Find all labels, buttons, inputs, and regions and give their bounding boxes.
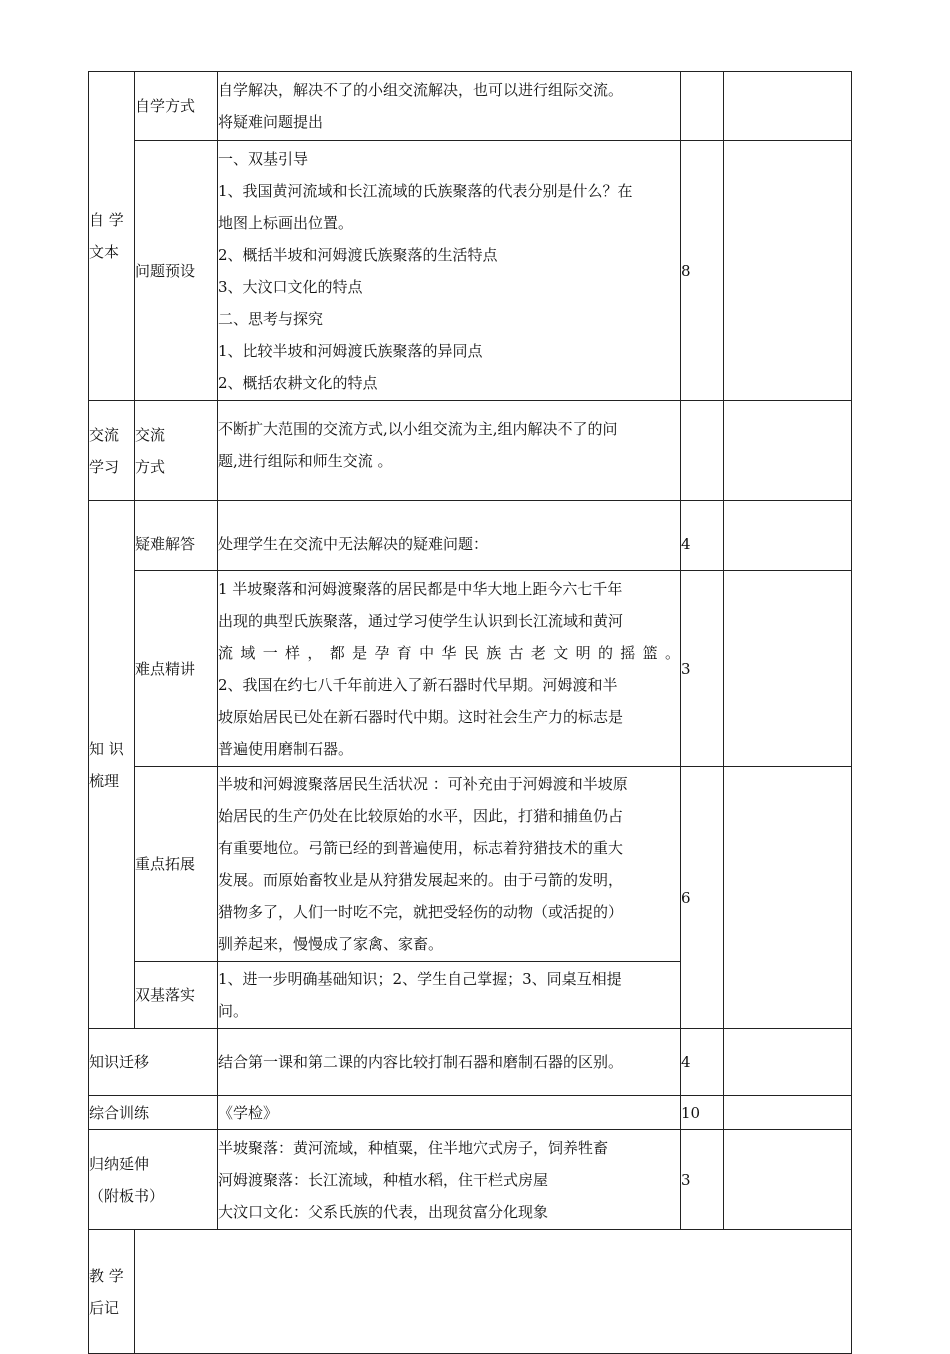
content-line: 半坡和河姆渡聚落居民生活状况 ：可补充由于河姆渡和半坡原 (218, 775, 628, 793)
section-label-line2: 学习 (89, 457, 120, 476)
section-label-line2: （附板书） (89, 1186, 165, 1205)
content-line: 1、比较半坡和河姆渡氏族聚落的异同点 (218, 341, 483, 360)
section-label-line1: 知 识 (89, 739, 124, 758)
content-line: 题,进行组际和师生交流 。 (218, 452, 393, 470)
note-cell (724, 72, 852, 141)
time-cell: 10 (681, 1096, 724, 1130)
time-cell: 6 (681, 767, 724, 1029)
row-exchange-study (89, 401, 852, 501)
note-cell (724, 767, 852, 1029)
section-knowledge (89, 501, 135, 1029)
section-comprehensive-training: 综合训练 (89, 1096, 218, 1130)
content-line: 发展。而原始畜牧业是从狩猎发展起来的。由于弓箭的发明， (218, 871, 624, 889)
section-label-line2: 文本 (89, 243, 120, 261)
postscript-content (135, 1230, 852, 1354)
section-self-study-text (89, 72, 135, 401)
content-cell (218, 141, 681, 401)
content-line: 普遍使用磨制石器。 (218, 739, 354, 758)
content-line: 猎物多了，人们一时吃不完，就把受轻伤的动物（或活捉的） (218, 903, 624, 921)
content-line: 半坡聚落：黄河流域，种植粟，住半地穴式房子，饲养牲畜 (218, 1138, 609, 1157)
row-key-extension (89, 767, 852, 962)
content-line: 1、进一步明确基础知识；2、学生自己掌握；3、同桌互相提 (218, 970, 622, 988)
content-line: 处理学生在交流中无法解决的疑难问题： (218, 535, 489, 553)
time-cell (681, 401, 724, 501)
content-cell: 结合第一课和第二课的内容比较打制石器和磨制石器的区别。 (218, 1029, 681, 1096)
content-line: 流域一样，都是孕育中华民族古老文明的摇篮。 (218, 643, 680, 662)
time-cell: 8 (681, 141, 724, 401)
section-label-line1: 归纳延伸 (89, 1154, 150, 1173)
note-cell (724, 1029, 852, 1096)
content-line: 将疑难问题提出 (218, 113, 324, 131)
content-cell (218, 72, 681, 141)
content-line: 出现的典型氏族聚落，通过学习使学生认识到长江流域和黄河 (218, 611, 624, 630)
row-self-study-method (89, 72, 852, 141)
content-cell: 《学检》 (218, 1096, 681, 1130)
sub-label: 自学方式 (135, 72, 218, 141)
time-cell: 3 (681, 1130, 724, 1230)
lesson-plan-table (88, 71, 852, 1354)
note-cell (724, 501, 852, 571)
content-line: 驯养起来，慢慢成了家禽、家畜。 (218, 935, 444, 953)
content-line: 不断扩大范围的交流方式,以小组交流为主,组内解决不了的问 (218, 420, 618, 438)
content-line: 二、思考与探究 (218, 309, 324, 328)
content-line: 大汶口文化：父系氏族的代表，出现贫富分化现象 (218, 1202, 549, 1221)
row-difficulty-answer (89, 501, 852, 571)
content-line: 2、概括农耕文化的特点 (218, 373, 378, 392)
row-summary-extension (89, 1130, 852, 1230)
section-label-line1: 交流 (89, 425, 120, 444)
content-line: 自学解决，解决不了的小组交流解决，也可以进行组际交流。 (218, 81, 624, 99)
note-cell (724, 571, 852, 767)
sub-label: 疑难解答 (135, 501, 218, 571)
content-line: 始居民的生产仍处在比较原始的水平，因此，打猎和捕鱼仍占 (218, 807, 624, 825)
note-cell (724, 401, 852, 501)
sub-label-line2: 方式 (135, 457, 166, 476)
note-cell (724, 1096, 852, 1130)
time-cell: 3 (681, 571, 724, 767)
content-line: 1 半坡聚落和河姆渡聚落的居民都是中华大地上距今六七千年 (218, 579, 623, 598)
row-problem-preset (89, 141, 852, 401)
content-line: 一、双基引导 (218, 149, 309, 168)
sub-label-line1: 交流 (135, 425, 166, 444)
row-knowledge-transfer (89, 1029, 852, 1096)
content-line: 1、我国黄河流域和长江流域的氏族聚落的代表分别是什么？在 (218, 181, 633, 200)
content-line: 2、概括半坡和河姆渡氏族聚落的生活特点 (218, 245, 498, 264)
content-cell (218, 501, 681, 571)
section-label-line2: 后记 (89, 1298, 120, 1317)
section-postscript (89, 1230, 135, 1354)
row-comprehensive-training (89, 1096, 852, 1130)
section-exchange (89, 401, 135, 501)
row-difficulty-lecture (89, 571, 852, 767)
time-cell (681, 72, 724, 141)
content-cell (218, 401, 681, 501)
row-teaching-postscript (89, 1230, 852, 1354)
sub-label: 问题预设 (135, 141, 218, 401)
sub-label: 重点拓展 (135, 767, 218, 962)
content-line: 坡原始居民已处在新石器时代中期。这时社会生产力的标志是 (218, 707, 624, 726)
section-knowledge-transfer: 知识迁移 (89, 1029, 218, 1096)
time-cell: 4 (681, 1029, 724, 1096)
content-cell (218, 767, 681, 962)
content-line: 有重要地位。弓箭已经的到普遍使用，标志着狩猎技术的重大 (218, 839, 624, 857)
content-line: 地图上标画出位置。 (218, 213, 354, 232)
note-cell (724, 141, 852, 401)
content-cell (218, 571, 681, 767)
content-line: 3、大汶口文化的特点 (218, 277, 363, 296)
content-cell (218, 1130, 681, 1230)
content-line: 问。 (218, 1002, 249, 1020)
sub-label: 双基落实 (135, 962, 218, 1029)
section-label-line1: 教 学 (89, 1266, 124, 1285)
sub-label: 难点精讲 (135, 571, 218, 767)
time-cell: 4 (681, 501, 724, 571)
content-cell (218, 962, 681, 1029)
sub-label (135, 401, 218, 501)
section-summary (89, 1130, 218, 1230)
content-line: 河姆渡聚落：长江流域，种植水稻，住干栏式房屋 (218, 1170, 549, 1189)
section-label-line2: 梳理 (89, 771, 120, 790)
content-line: 2、我国在约七八千年前进入了新石器时代早期。河姆渡和半 (218, 675, 618, 694)
section-label-line1: 自 学 (89, 211, 124, 229)
note-cell (724, 1130, 852, 1230)
